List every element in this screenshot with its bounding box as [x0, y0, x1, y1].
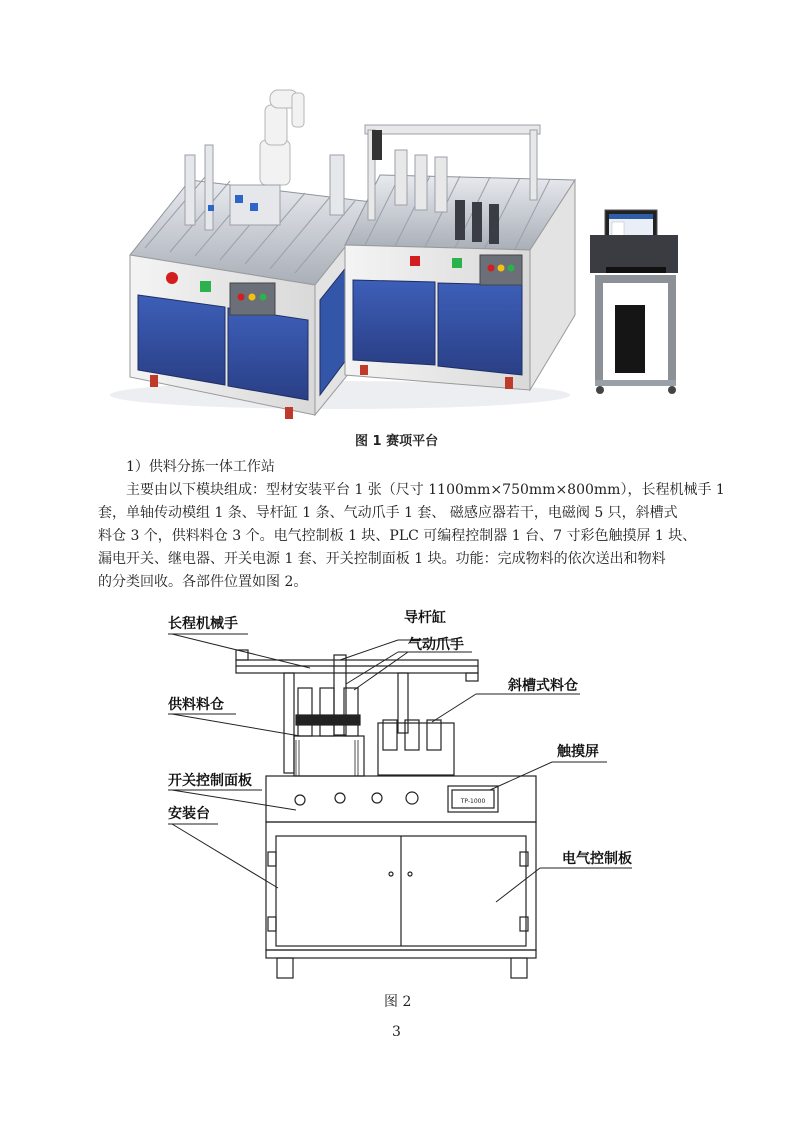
label-mount-table: 安装台 [168, 806, 210, 822]
label-feed-bin: 供料料仓 [168, 697, 224, 713]
label-gripper: 气动爪手 [408, 637, 464, 653]
touchscreen-text: TP-1000 [460, 798, 486, 805]
label-slot-bin: 斜槽式料仓 [508, 678, 578, 694]
section-line-1: 主要由以下模块组成：型材安装平台 1 张（尺寸 1100mm×750mm×800mm），长程机械手 1 [126, 482, 725, 498]
section-line-4: 漏电开关、继电器、开关电源 1 套、开关控制面板 1 块。功能：完成物料的依次送出和物料 [98, 551, 666, 567]
section-line-2: 套，单轴传动模组 1 条、导杆缸 1 条、气动爪手 1 套、 磁感应器若干，电磁阀 5 只，斜槽式 [98, 505, 678, 521]
label-robot-arm: 长程机械手 [168, 616, 238, 632]
label-electric-board: 电气控制板 [562, 851, 632, 867]
section-line-5: 的分类回收。各部件位置如图 2。 [98, 574, 308, 590]
label-touchscreen: 触摸屏 [557, 744, 599, 760]
figure1-caption: 图 1 赛项平台 [355, 434, 439, 449]
section-line-3: 料仓 3 个，供料料仓 3 个。电气控制板 1 块、PLC 可编程控制器 1 台、7 寸彩色触摸屏 1 块、 [98, 528, 697, 544]
section-heading: 1）供料分拣一体工作站 [126, 459, 275, 475]
label-guide-cylinder: 导杆缸 [404, 610, 446, 626]
label-switch-panel: 开关控制面板 [168, 773, 252, 789]
figure2-caption: 图 2 [384, 994, 412, 1010]
page-number: 3 [392, 1024, 401, 1040]
